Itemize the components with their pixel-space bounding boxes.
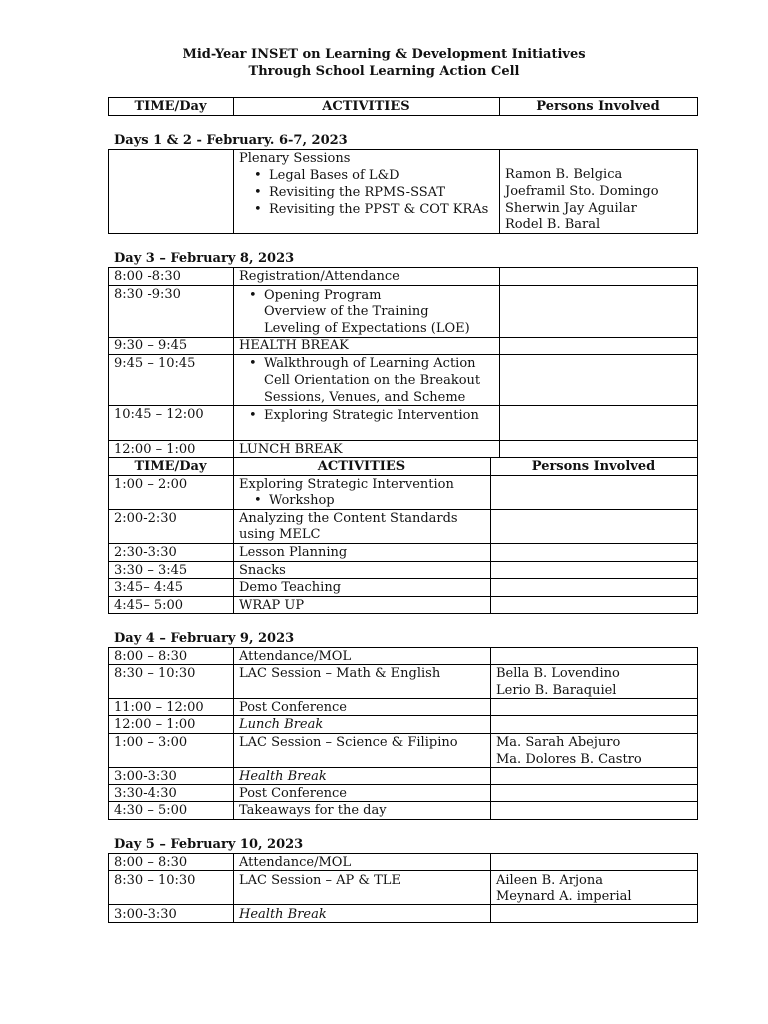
bullet-icon: • <box>254 185 262 200</box>
day3b-time-5: 3:45– 4:45 <box>114 580 184 595</box>
day4-activity-5: LAC Session – Science & Filipino <box>239 735 458 750</box>
day3b-time-6: 4:45– 5:00 <box>114 598 184 613</box>
header2-persons: Persons Involved <box>531 459 656 474</box>
day3-time-5: 10:45 – 12:00 <box>114 407 204 422</box>
day3b-activity-2-line-1: Analyzing the Content Standards <box>239 511 458 526</box>
header-persons: Persons Involved <box>536 99 660 114</box>
document-title: Mid-Year INSET on Learning & Development Initiatives <box>182 47 586 62</box>
day4-activity-2: LAC Session – Math & English <box>239 666 441 681</box>
day3-activity-6: LUNCH BREAK <box>239 442 343 457</box>
day3-heading: Day 3 – February 8, 2023 <box>114 251 295 266</box>
day3b-time-3: 2:30-3:30 <box>114 545 177 560</box>
day12-person-1: Ramon B. Belgica <box>505 167 623 182</box>
day12-person-4: Rodel B. Baral <box>505 217 601 232</box>
day3-time-2: 8:30 -9:30 <box>114 287 181 302</box>
day12-activity: Plenary Sessions <box>239 151 351 166</box>
day3b-activity-5: Demo Teaching <box>239 580 342 595</box>
day4-time-4: 12:00 – 1:00 <box>114 717 196 732</box>
header2-time: TIME/Day <box>134 459 207 474</box>
day4-time-1: 8:00 – 8:30 <box>114 649 188 664</box>
bullet-icon: • <box>254 168 262 183</box>
day3-activity-2-line-3: Leveling of Expectations (LOE) <box>264 321 470 336</box>
day3-time-4: 9:45 – 10:45 <box>114 356 196 371</box>
day12-bullet-2: Revisiting the RPMS-SSAT <box>269 185 445 200</box>
day3-activity-4-line-3: Sessions, Venues, and Scheme <box>264 390 466 405</box>
bullet-icon: • <box>249 288 257 303</box>
day4-activity-6: Health Break <box>239 769 327 784</box>
day3b-activity-4: Snacks <box>239 563 286 578</box>
day3-time-3: 9:30 – 9:45 <box>114 338 188 353</box>
day3-activity-1: Registration/Attendance <box>239 269 400 284</box>
day5-heading: Day 5 – February 10, 2023 <box>114 837 304 852</box>
day4-activity-7: Post Conference <box>239 786 347 801</box>
day3b-time-4: 3:30 – 3:45 <box>114 563 188 578</box>
bullet-icon: • <box>249 356 257 371</box>
day4-activity-3: Post Conference <box>239 700 347 715</box>
day3b-activity-2-line-2: using MELC <box>239 527 321 542</box>
day12-bullet-3: Revisiting the PPST & COT KRAs <box>269 202 489 217</box>
day4-time-8: 4:30 – 5:00 <box>114 803 188 818</box>
day4-time-7: 3:30-4:30 <box>114 786 177 801</box>
day3b-time-2: 2:00-2:30 <box>114 511 177 526</box>
day4-heading: Day 4 – February 9, 2023 <box>114 631 295 646</box>
day3-activity-3: HEALTH BREAK <box>239 338 349 353</box>
day5-activity-1: Attendance/MOL <box>239 855 352 870</box>
day5-person-1: Aileen B. Arjona <box>496 873 603 888</box>
day5-time-1: 8:00 – 8:30 <box>114 855 188 870</box>
day5-person-2: Meynard A. imperial <box>496 889 632 904</box>
day5-time-2: 8:30 – 10:30 <box>114 873 196 888</box>
day4-time-6: 3:00-3:30 <box>114 769 177 784</box>
day3-activity-2-line-2: Overview of the Training <box>264 304 429 319</box>
day12-bullet-1: Legal Bases of L&D <box>269 168 400 183</box>
header2-activities: ACTIVITIES <box>317 459 406 474</box>
day4-person-3: Ma. Sarah Abejuro <box>496 735 621 750</box>
day3-activity-4-line-1: Walkthrough of Learning Action <box>264 356 476 371</box>
day5-activity-3: Health Break <box>239 907 327 922</box>
day3b-activity-3: Lesson Planning <box>239 545 348 560</box>
header-activities: ACTIVITIES <box>322 99 410 114</box>
day12-person-3: Sherwin Jay Aguilar <box>505 201 637 216</box>
day3-activity-2-line-1: Opening Program <box>264 288 382 303</box>
day3-time-1: 8:00 -8:30 <box>114 269 181 284</box>
day4-person-1: Bella B. Lovendino <box>496 666 620 681</box>
day4-activity-4: Lunch Break <box>239 717 324 732</box>
day3-activity-4-line-2: Cell Orientation on the Breakout <box>264 373 481 388</box>
header-time: TIME/Day <box>134 99 207 114</box>
day4-activity-1: Attendance/MOL <box>239 649 352 664</box>
day4-person-2: Lerio B. Baraquiel <box>496 683 617 698</box>
day4-person-4: Ma. Dolores B. Castro <box>496 752 642 767</box>
document-subtitle: Through School Learning Action Cell <box>248 64 520 79</box>
day3-activity-5: Exploring Strategic Intervention <box>264 408 479 423</box>
day12-person-2: Joeframil Sto. Domingo <box>505 184 659 199</box>
day3b-activity-6: WRAP UP <box>239 598 305 613</box>
bullet-icon: • <box>249 408 257 423</box>
day4-time-2: 8:30 – 10:30 <box>114 666 196 681</box>
day3-time-6: 12:00 – 1:00 <box>114 442 196 457</box>
bullet-icon: • <box>254 202 262 217</box>
bullet-icon: • <box>254 493 262 508</box>
day3b-time-1: 1:00 – 2:00 <box>114 477 188 492</box>
day5-time-3: 3:00-3:30 <box>114 907 177 922</box>
day3b-activity-1: Exploring Strategic Intervention <box>239 477 454 492</box>
day4-activity-8: Takeaways for the day <box>239 803 387 818</box>
day5-activity-2: LAC Session – AP & TLE <box>239 873 401 888</box>
day3b-activity-1-bullet: Workshop <box>269 493 335 508</box>
day12-heading: Days 1 & 2 - February. 6-7, 2023 <box>114 133 348 148</box>
day4-time-5: 1:00 – 3:00 <box>114 735 188 750</box>
day4-time-3: 11:00 – 12:00 <box>114 700 204 715</box>
